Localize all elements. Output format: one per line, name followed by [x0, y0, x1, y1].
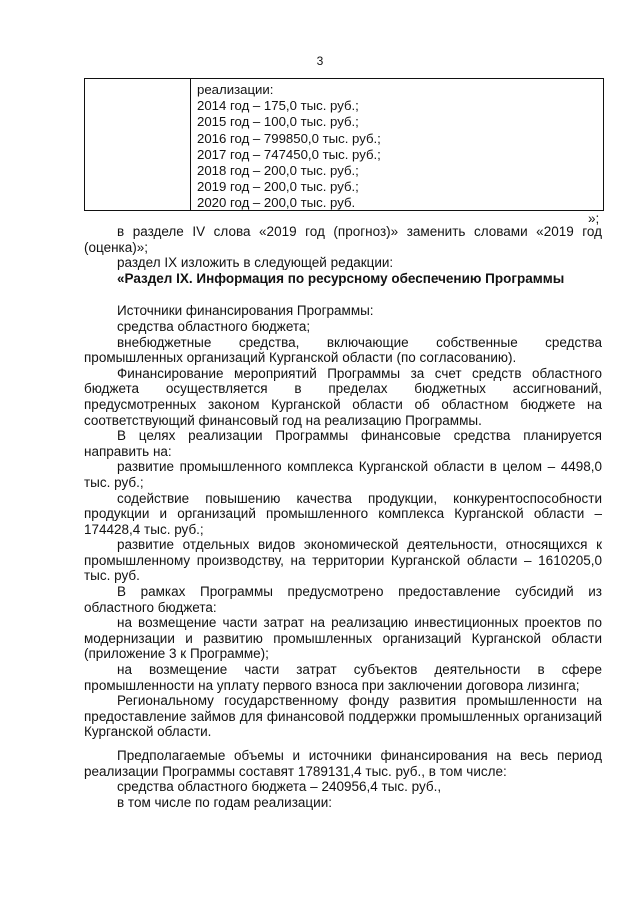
paragraph-budget-total: средства областного бюджета – 240956,4 тыс. руб., [117, 779, 442, 795]
paragraph-regional-budget: средства областного бюджета; [117, 318, 311, 334]
section-heading: «Раздел IX. Информация по ресурсному обеспечению Программы [117, 270, 565, 286]
table-line: 2018 год – 200,0 тыс. руб.; [197, 163, 359, 179]
paragraph-section-iv-change: в разделе IV слова «2019 год (прогноз)» заменить словами «2019 год (оценка)»; [84, 224, 602, 255]
paragraph-allocation-quality: содействие повышению качества продукции, конкурентоспособности продукции и организаций промышленного комплекса Курганской области – 174428,4 тыс. руб.; [84, 490, 602, 537]
page-number: 3 [316, 54, 324, 68]
paragraph-section-ix-intro: раздел IX изложить в следующей редакции: [117, 255, 394, 271]
closing-quote: »; [588, 211, 600, 226]
table-line: 2015 год – 100,0 тыс. руб.; [197, 114, 359, 130]
paragraph-allocation-economic: развитие отдельных видов экономической деятельности, относящихся к промышленному производству, на территории Курганской области – 1610205,0 тыс. руб. [84, 537, 602, 584]
funding-table [84, 78, 604, 211]
table-cell-funding-by-year [197, 82, 381, 212]
paragraph-subsidy-leasing: на возмещение части затрат субъектов деятельности в сфере промышленности на уплату первого взноса при заключении договора лизинга; [84, 662, 602, 693]
paragraph-financing-terms: Финансирование мероприятий Программы за счет средств областного бюджета осуществляется в пределах бюджетных ассигнований, предусмотренных законом Курганской области об областном бюджете на соответствующий финансовый год на реализацию Программы. [84, 365, 602, 428]
paragraph-by-year-intro: в том числе по годам реализации: [117, 794, 332, 810]
paragraph-subsidies-intro: В рамках Программы предусмотрено предоставление субсидий из областного бюджета: [84, 584, 602, 615]
paragraph-fund-loans: Региональному государственному фонду развития промышленности на предоставление займов для финансовой поддержки промышленных организаций Курганской области. [84, 693, 602, 740]
paragraph-funding-sources: Источники финансирования Программы: [117, 303, 374, 319]
document-body [84, 224, 602, 810]
table-line: 2014 год – 175,0 тыс. руб.; [197, 98, 359, 114]
table-line: реализации: [197, 82, 274, 97]
paragraph-allocation-industry: развитие промышленного комплекса Курганской области в целом – 4498,0 тыс. руб.; [84, 459, 602, 490]
paragraph-subsidy-investment: на возмещение части затрат на реализацию инвестиционных проектов по модернизации и развитию промышленных организаций Курганской области (приложение 3 к Программе); [84, 615, 602, 662]
table-line: 2020 год – 200,0 тыс. руб. [197, 195, 356, 211]
table-line: 2016 год – 799850,0 тыс. руб.; [197, 130, 381, 146]
paragraph-total-volume: Предполагаемые объемы и источники финансирования на весь период реализации Программы составят 1789131,4 тыс. руб., в том числе: [84, 748, 602, 779]
paragraph-allocation-intro: В целях реализации Программы финансовые средства планируется направить на: [84, 428, 602, 459]
table-line: 2017 год – 747450,0 тыс. руб.; [197, 146, 381, 162]
paragraph-extra-budget: внебюджетные средства, включающие собственные средства промышленных организаций Курганской области (по согласованию). [84, 334, 602, 366]
table-column-divider [190, 79, 191, 210]
table-line: 2019 год – 200,0 тыс. руб.; [197, 179, 359, 195]
